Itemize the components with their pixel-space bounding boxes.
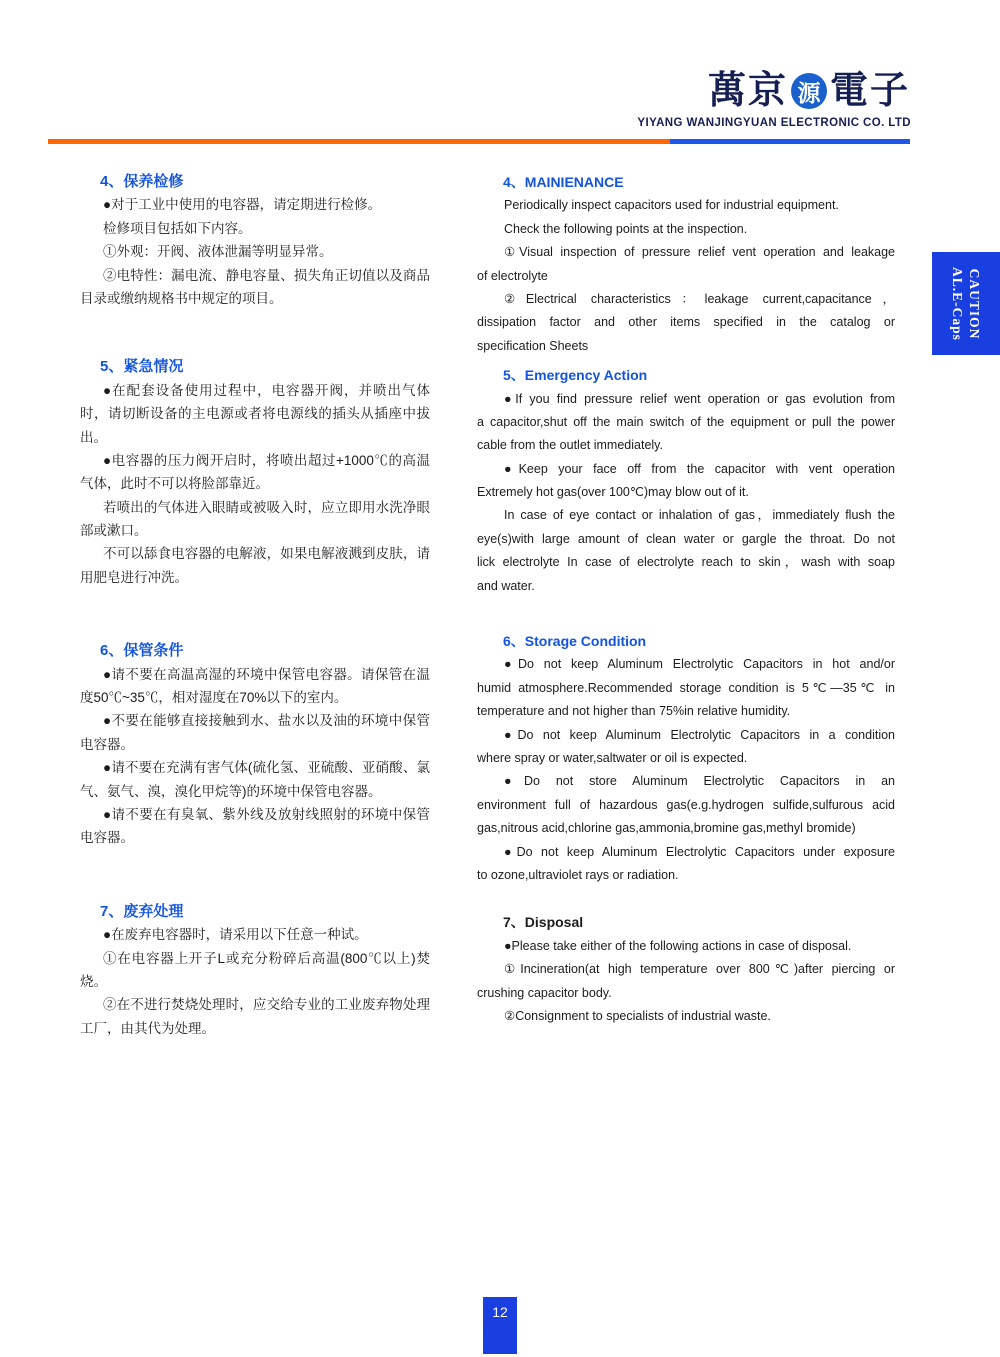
text-line: temperature and not higher than 75%in relative humidity. <box>477 704 791 719</box>
text-line: ●在配套设备使用过程中，电容器开阀，并喷出气体 <box>103 382 430 398</box>
logo-cjk-right: 電子 <box>829 70 910 112</box>
text-line: ●Do not store Aluminum Electrolytic Capacitors in an <box>504 774 895 789</box>
text-line: specification Sheets <box>477 338 589 353</box>
text-line: 时，请切断设备的主电源或者将电源线的插头从插座中拔 <box>80 406 430 422</box>
text-line: environment full of hazardous gas(e.g.hydrogen sulfide,sulfurous acid <box>477 797 895 812</box>
text-line: and water. <box>477 578 535 593</box>
text-line: Periodically inspect capacitors used for industrial equipment. <box>504 198 839 213</box>
text-line: 不可以舔食电容器的电解液，如果电解液溅到皮肤，请 <box>103 546 430 562</box>
text-line: ②电特性：漏电流、静电容量、损失角正切值以及商品 <box>103 267 430 283</box>
section <box>477 911 895 1028</box>
text-line: eye(s)with large amount of clean water or gargle the throat. Do not <box>477 531 895 546</box>
text-line: 气体，此时不可以将脸部靠近。 <box>80 476 269 492</box>
text-line: 电容器。 <box>80 830 134 846</box>
text-line: 部或漱口。 <box>80 523 148 539</box>
section <box>80 900 430 1040</box>
text-line: crushing capacitor body. <box>477 985 612 1000</box>
text-line: 气、氨气、溴，溴化甲烷等)的环境中保管电容器。 <box>80 783 382 799</box>
section <box>477 171 895 358</box>
text-line: ●电容器的压力阀开启时，将喷出超过+1000℃的高温 <box>103 452 430 468</box>
text-line: 烧。 <box>80 973 107 989</box>
section-heading: 4、MAINIENANCE <box>503 174 624 190</box>
text-line: In case of eye contact or inhalation of gas，immediately flush the <box>504 508 895 523</box>
header-rule-orange <box>48 139 670 144</box>
text-line: cable from the outlet immediately. <box>477 438 663 453</box>
text-line: 出。 <box>80 429 107 445</box>
text-line: ①Incineration(at high temperature over 800℃)after piercing or <box>504 962 895 977</box>
section-heading: 6、Storage Condition <box>503 633 647 650</box>
company-logo <box>708 72 910 110</box>
section <box>80 355 430 589</box>
text-line: of electrolyte <box>477 268 548 283</box>
caution-side-tab-text <box>949 252 983 355</box>
text-line: ●在废弃电容器时，请采用以下任意一种试。 <box>103 927 368 943</box>
text-line: 工厂，由其代为处理。 <box>80 1020 215 1036</box>
section-heading: 7、Disposal <box>503 914 584 931</box>
text-line: ●If you find pressure relief went operation or gas evolution from <box>504 391 895 406</box>
page-number: 12 <box>492 1304 508 1320</box>
page-number-badge <box>483 1297 517 1354</box>
text-line: ●Do not keep Aluminum Electrolytic Capacitors in a condition <box>504 727 895 742</box>
text-line: 电容器。 <box>80 736 134 752</box>
section <box>80 639 430 850</box>
text-line: ●请不要在高温高湿的环境中保管电容器。请保管在温 <box>103 666 430 682</box>
text-line: ●请不要在有臭氧、紫外线及放射线照射的环境中保管 <box>103 806 430 822</box>
company-name: YIYANG WANJINGYUAN ELECTRONIC CO. LTD <box>637 117 911 129</box>
text-line: 用肥皂进行冲洗。 <box>80 569 188 585</box>
text-line: ●Do not keep Aluminum Electrolytic Capacitors under exposure <box>504 844 895 859</box>
text-line: humid atmosphere.Recommended storage condition is 5℃—35℃ in <box>477 680 895 695</box>
text-line: where spray or water,saltwater or oil is expected. <box>477 750 748 765</box>
text-line: a capacitor,shut off the main switch of the equipment or pull the power <box>477 414 895 429</box>
text-line: dissipation factor and other items specified in the catalog or <box>477 315 895 330</box>
text-line: Check the following points at the inspection. <box>504 221 748 236</box>
text-line: ●Keep your face off from the capacitor with vent operation <box>504 461 895 476</box>
text-line: 若喷出的气体进入眼睛或被吸入时，应立即用水洗净眼 <box>103 499 430 515</box>
text-line: Extremely hot gas(over 100℃)may blow out of it. <box>477 485 749 500</box>
section <box>80 170 430 310</box>
text-line: ①在电容器上开子L或充分粉碎后高温(800℃以上)焚 <box>103 950 430 966</box>
text-line: 检修项目包括如下内容。 <box>103 220 252 236</box>
text-line: ●不要在能够直接接触到水、盐水以及油的环境中保管 <box>103 713 430 729</box>
text-line: 度50℃~35℃，相对湿度在70%以下的室内。 <box>80 690 348 706</box>
side-tab-line1: CAUTION <box>967 268 982 339</box>
text-line: ●请不要在充满有害气体(硫化氢、亚硫酸、亚硝酸、氯 <box>103 760 430 776</box>
text-line: ①外观：开阀、液体泄漏等明显异常。 <box>103 244 333 260</box>
text-line: ②在不进行焚烧处理时，应交给专业的工业废弃物处理 <box>103 997 430 1013</box>
side-tab-line2: AL.E-Caps <box>950 266 965 341</box>
section <box>477 630 895 887</box>
chinese-column <box>80 170 430 1040</box>
text-line: ②Electrical characteristics：leakage current,capacitance， <box>504 291 895 306</box>
text-line: ②Consignment to specialists of industrial waste. <box>504 1008 771 1023</box>
section <box>477 364 895 598</box>
section-heading: 4、保养检修 <box>100 173 184 190</box>
section-heading: 5、紧急情况 <box>100 358 184 376</box>
logo-mark-icon: 源 <box>791 73 827 109</box>
text-line: lick electrolyte In case of electrolyte reach to skin，wash with soap <box>477 555 895 570</box>
section-heading: 5、Emergency Action <box>503 367 648 384</box>
header-rule-blue <box>670 139 910 144</box>
text-line: ●Please take either of the following actions in case of disposal. <box>504 938 852 953</box>
text-line: ●Do not keep Aluminum Electrolytic Capacitors in hot and/or <box>504 657 895 672</box>
english-column <box>477 171 895 1028</box>
text-line: ●对于工业中使用的电容器，请定期进行检修。 <box>103 197 382 213</box>
text-line: gas,nitrous acid,chlorine gas,ammonia,bromine gas,methyl bromide) <box>477 821 856 836</box>
text-line: ①Visual inspection of pressure relief vent operation and leakage <box>504 245 895 260</box>
section-heading: 6、保管条件 <box>100 642 184 660</box>
text-line: 目录或缴纳规格书中规定的项目。 <box>80 290 283 306</box>
caution-side-tab <box>932 252 1000 355</box>
text-line: to ozone,ultraviolet rays or radiation. <box>477 867 679 882</box>
section-heading: 7、废弃处理 <box>100 902 184 920</box>
header-rule <box>48 139 910 144</box>
logo-cjk-left: 萬京 <box>707 70 788 112</box>
